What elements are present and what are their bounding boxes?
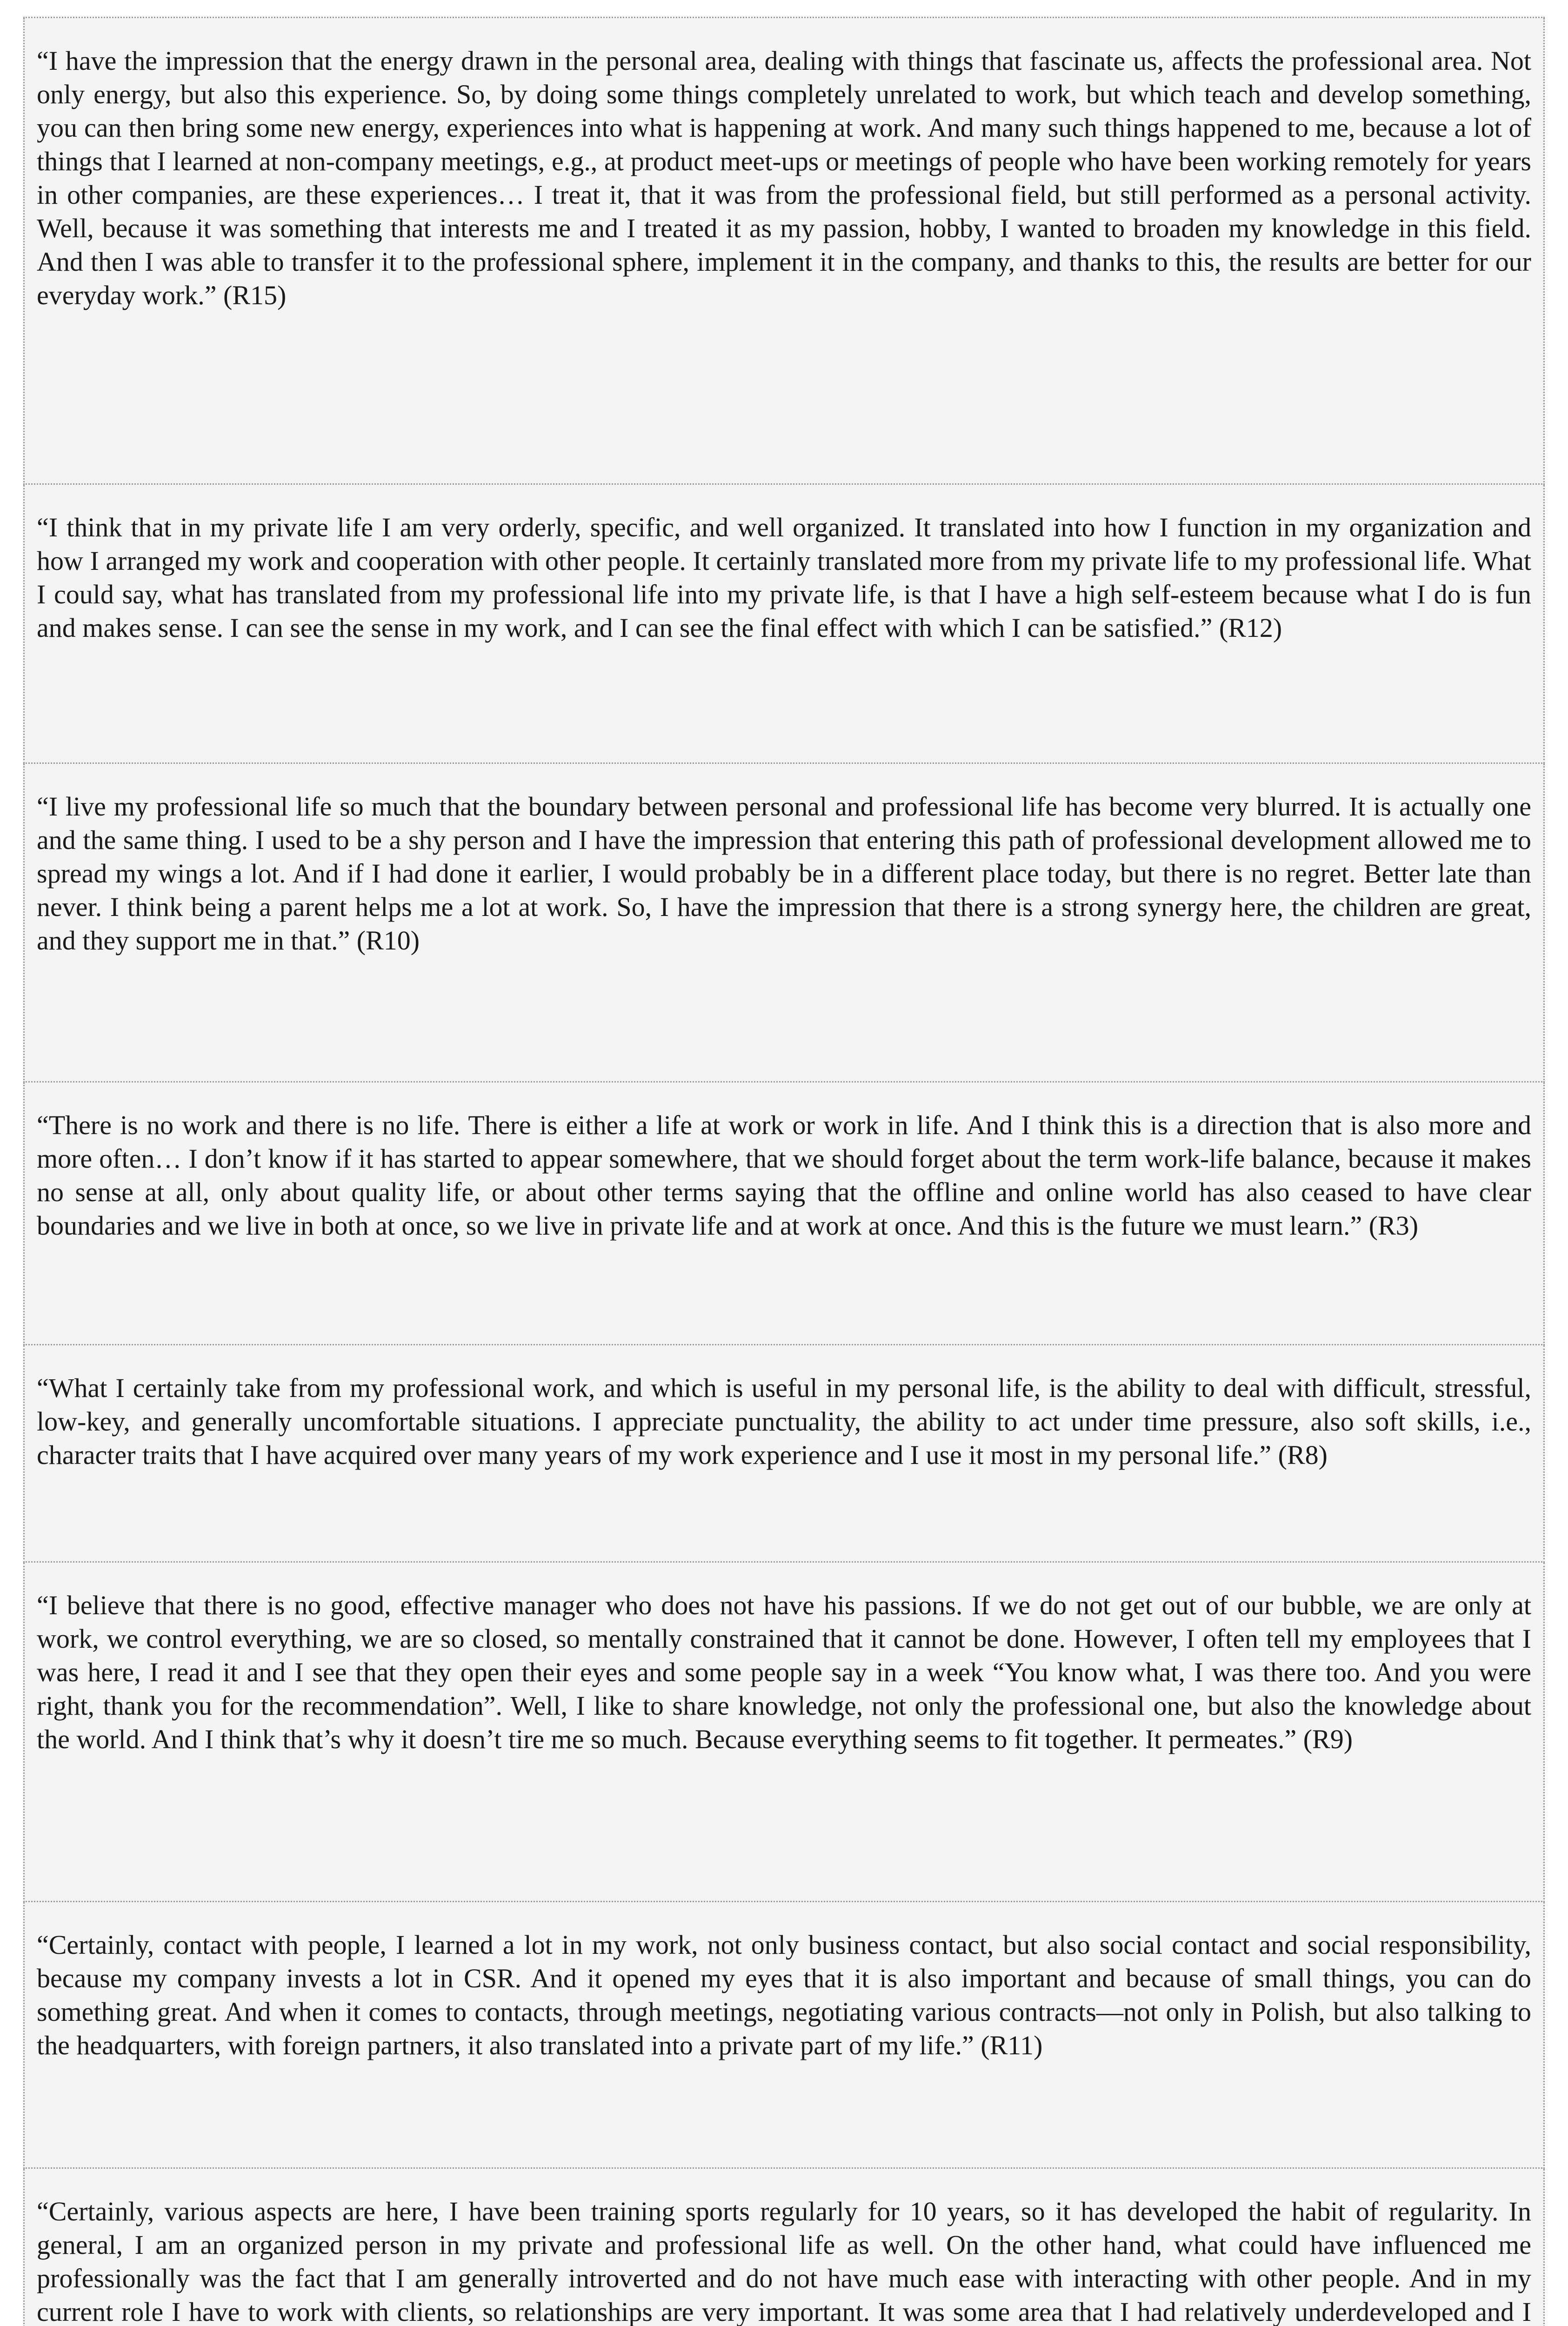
respondent-id: (R11) bbox=[981, 2030, 1043, 2060]
quote-paragraph bbox=[37, 2195, 1531, 2326]
quote-text: “Certainly, contact with people, I learned a lot in my work, not only business contact, but also social contact and social responsibility, because my company invests a lot in CSR. And it opened my eyes that it is also important and because of small things, you can do something great. And when it comes to contacts, through meetings, negotiating various contracts—not only in Polish, but also talking to the headquarters, with foreign partners, it also translated into a private part of my life.” bbox=[37, 1930, 1531, 2060]
quote-row bbox=[23, 2169, 1545, 2326]
quote-text: “I live my professional life so much that the boundary between personal and professional life has become very blurred. It is actually one and the same thing. I used to be a shy person and I have the impression that entering this path of professional development allowed me to spread my wings a lot. And if I had done it earlier, I would probably be in a different place today, but there is no regret. Better late than never. I think being a parent helps me a lot at work. So, I have the impression that there is a strong synergy here, the children are great, and they support me in that.” bbox=[37, 791, 1531, 956]
quote-text: “There is no work and there is no life. There is either a life at work or work in life. And I think this is a direction that is also more and more often… I don’t know if it has started to appear somewhere, that we should forget about the term work-life balance, because it makes no sense at all, only about quality life, or about other terms saying that the offline and online world has also ceased to have clear boundaries and we live in both at once, so we live in private life and at work at once. And this is the future we must learn.” bbox=[37, 1110, 1531, 1241]
quote-row bbox=[23, 764, 1545, 1083]
quote-row bbox=[23, 1902, 1545, 2169]
quote-row bbox=[23, 1563, 1545, 1902]
respondent-id: (R8) bbox=[1278, 1440, 1328, 1470]
quote-row bbox=[23, 18, 1545, 485]
respondent-id: (R3) bbox=[1368, 1210, 1419, 1241]
quote-text: “I believe that there is no good, effective manager who does not have his passions. If we do not get out of our bubble, we are only at work, we control everything, we are so closed, so mentally constrained that it cannot be done. However, I often tell my employees that I was here, I read it and I see that they open their eyes and some people say in a week “You know what, I was there too. And you were right, thank you for the recommendation”. Well, I like to share knowledge, not only the professional one, but also the knowledge about the world. And I think that’s why it doesn’t tire me so much. Because everything seems to fit together. It permeates.” bbox=[37, 1590, 1531, 1754]
quotes-table bbox=[23, 17, 1545, 2326]
quote-row bbox=[23, 485, 1545, 764]
respondent-id: (R12) bbox=[1219, 613, 1282, 643]
quote-paragraph bbox=[37, 790, 1531, 957]
quote-paragraph bbox=[37, 1928, 1531, 2062]
quote-row bbox=[23, 1083, 1545, 1345]
quote-paragraph bbox=[37, 1589, 1531, 1756]
quote-text: “Certainly, various aspects are here, I have been training sports regularly for 10 years, so it has developed the habit of regularity. In general, I am an organized person in my private and professional life as well. On the other hand, what could have influenced me professionally was the fact that I am generally introverted and do not have much ease with interacting with other people. And in my current role I have to work with clients, so relationships are very important. It was some area that I had relatively underdeveloped and I bbox=[37, 2196, 1531, 2326]
quote-paragraph bbox=[37, 1109, 1531, 1243]
quote-text: “I think that in my private life I am very orderly, specific, and well organized. It translated into how I function in my organization and how I arranged my work and cooperation with other people. It certainly translated more from my private life to my professional life. What I could say, what has translated from my professional life into my private life, is that I have a high self-esteem because what I do is fun and makes sense. I can see the sense in my work, and I can see the final effect with which I can be satisfied.” bbox=[37, 512, 1531, 643]
respondent-id: (R15) bbox=[223, 280, 287, 310]
quote-paragraph bbox=[37, 1371, 1531, 1472]
quote-paragraph bbox=[37, 44, 1531, 312]
quote-text: “I have the impression that the energy drawn in the personal area, dealing with things that fascinate us, affects the professional area. Not only energy, but also this experience. So, by doing some things completely unrelated to work, but which teach and develop something, you can then bring some new energy, experiences into what is happening at work. And many such things happened to me, because a lot of things that I learned at non-company meetings, e.g., at product meet-ups or meetings of people who have been working remotely for years in other companies, are these experiences… I treat it, that it was from the professional field, but still performed as a personal activity. Well, because it was something that interests me and I treated it as my passion, hobby, I wanted to broaden my knowledge in this field. And then I was able to transfer it to the professional sphere, implement it in the company, and thanks to this, the results are better for our everyday work.” bbox=[37, 46, 1531, 310]
quote-paragraph bbox=[37, 511, 1531, 645]
quote-text: “What I certainly take from my professional work, and which is useful in my personal life, is the ability to deal with difficult, stressful, low-key, and generally uncomfortable situations. I appreciate punctuality, the ability to act under time pressure, also soft skills, i.e., character traits that I have acquired over many years of my work experience and I use it most in my personal life.” bbox=[37, 1373, 1531, 1470]
respondent-id: (R9) bbox=[1303, 1724, 1353, 1754]
quote-row bbox=[23, 1345, 1545, 1563]
respondent-id: (R10) bbox=[356, 925, 420, 956]
